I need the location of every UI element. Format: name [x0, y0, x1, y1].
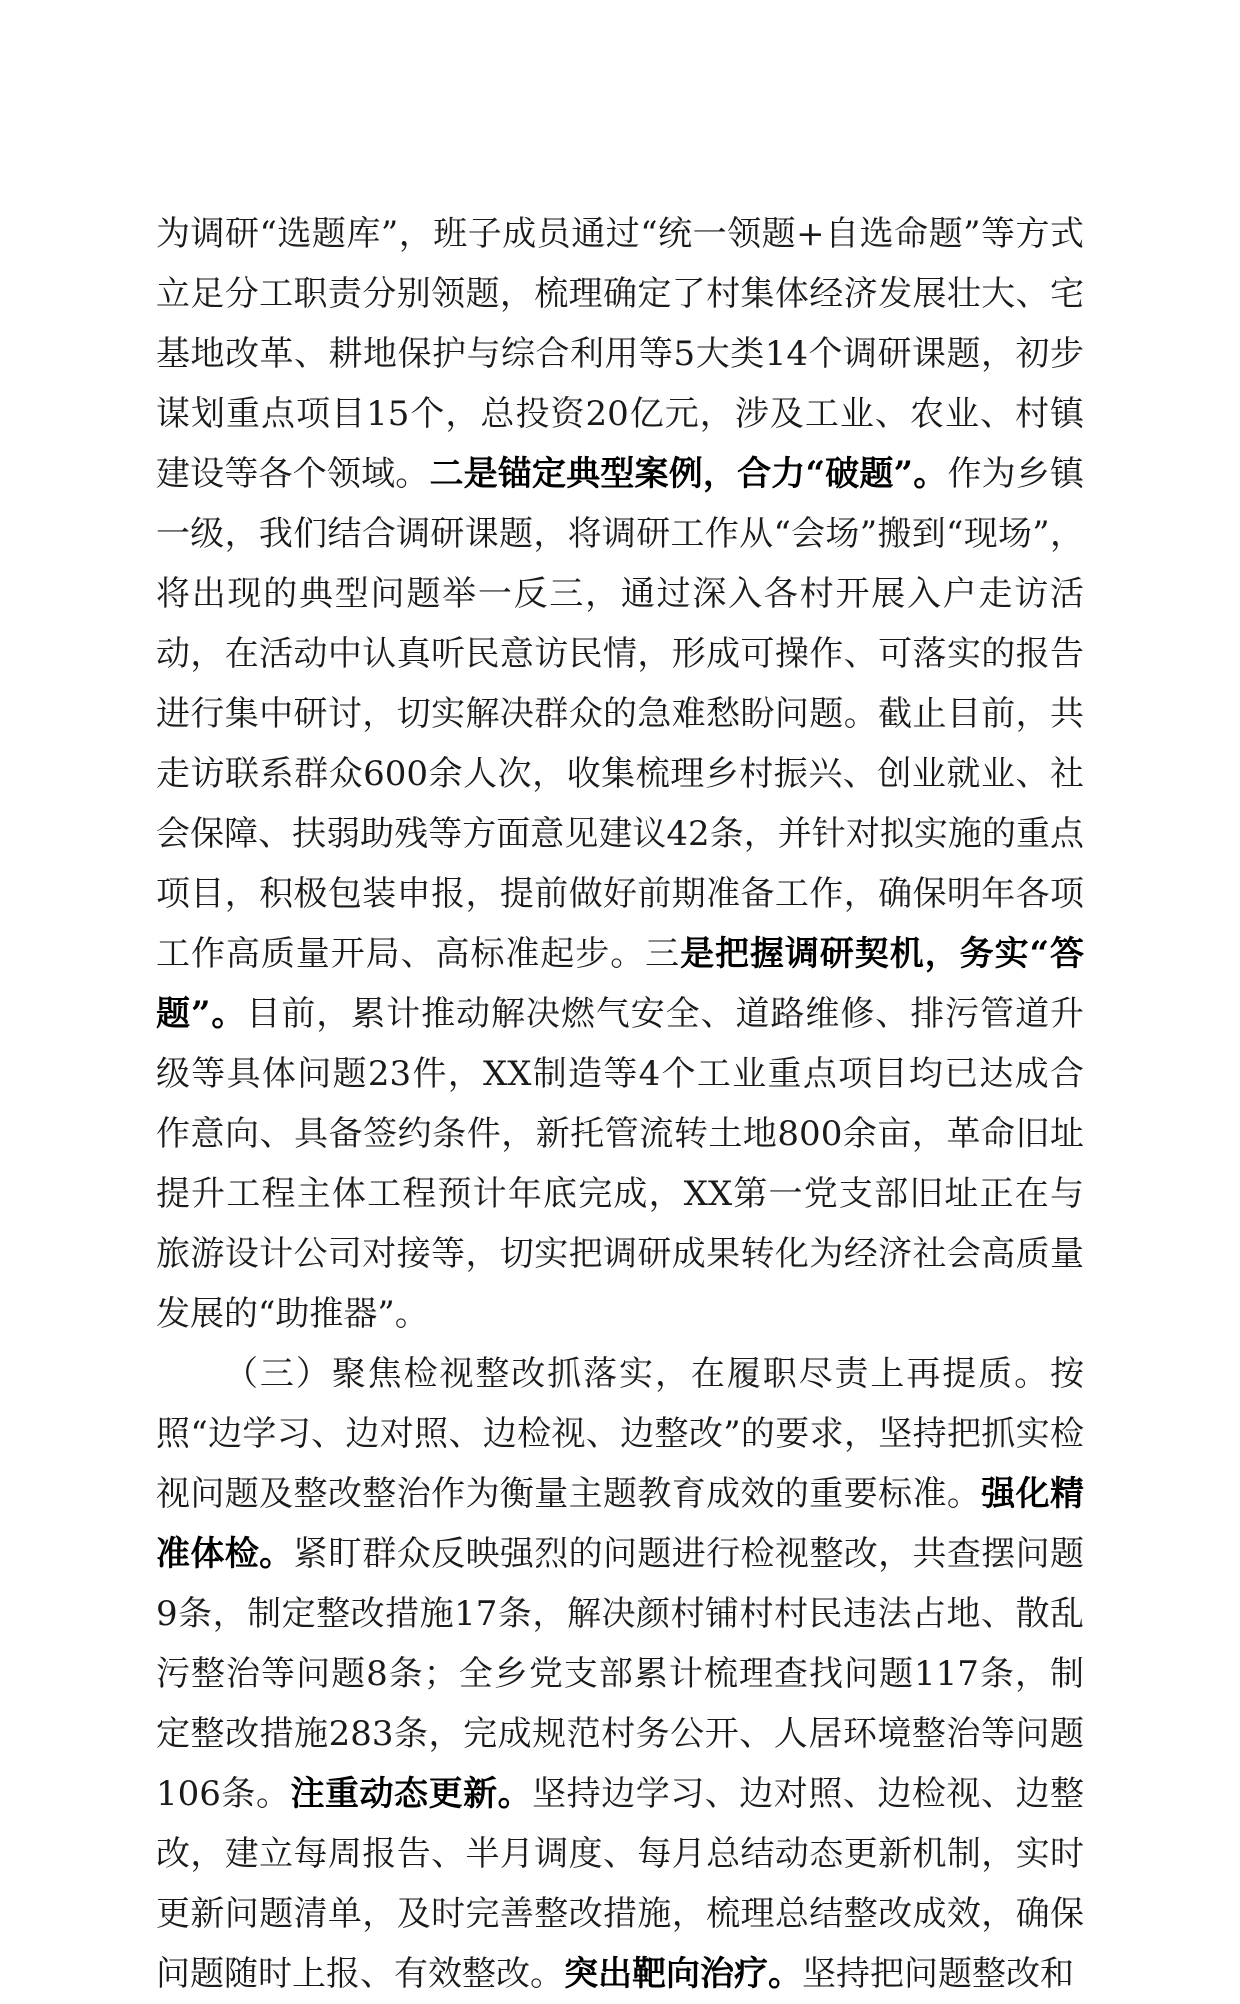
text-run: 坚持把问题整改和: [802, 1954, 1074, 1994]
text-run: 为调研“选题库”，班子成员通过“统一领题+自选命题”等方式立足分工职责分别领题，梳理确定了村集体经济发展壮大、宅基地改革、耕地保护与综合利用等5大类14个调研课题，初步谋划重点项目15个，总投资20亿元，涉及工业、农业、村镇建设等各个领域。: [156, 214, 1084, 494]
bold-heading-precise-checkup: 强化精准体检。: [156, 1474, 1085, 1574]
text-run: （三）聚焦检视整改抓落实，在履职尽责上再提质。按照“边学习、边对照、边检视、边整改”的要求，坚持把抓实检视问题及整改整治作为衡量主题教育成效的重要标准。: [156, 1354, 1084, 1514]
paragraph-inspection-rectification: [156, 1344, 1084, 2004]
bold-heading-research-opportunity: 是把握调研契机，务实“答题”。: [156, 934, 1085, 1034]
text-run: 作为乡镇一级，我们结合调研课题，将调研工作从“会场”搬到“现场”，将出现的典型问题举一反三，通过深入各村开展入户走访活动，在活动中认真听民意访民情，形成可操作、可落实的报告进行集中研讨，切实解决群众的急难愁盼问题。截止目前，共走访联系群众600余人次，收集梳理乡村振兴、创业就业、社会保障、扶弱助残等方面意见建议42条，并针对拟实施的重点项目，积极包装申报，提前做好前期准备工作，确保明年各项工作高质量开局、高标准起步。三: [156, 454, 1085, 974]
paragraph-research-work: [156, 204, 1084, 1344]
document-body: [156, 204, 1084, 2004]
bold-heading-targeted-treatment: 突出靶向治疗。: [564, 1954, 802, 1994]
text-run: 坚持边学习、边对照、边检视、边整改，建立每周报告、半月调度、每月总结动态更新机制，实时更新问题清单，及时完善整改措施，梳理总结整改成效，确保问题随时上报、有效整改。: [156, 1774, 1084, 1994]
bold-heading-typical-cases: 二是锚定典型案例，合力“破题”。: [429, 454, 948, 494]
text-run: 紧盯群众反映强烈的问题进行检视整改，共查摆问题9条，制定整改措施17条，解决颜村铺村村民违法占地、散乱污整治等问题8条；全乡党支部累计梳理查找问题117条，制定整改措施283条，完成规范村务公开、人居环境整治等问题106条。: [156, 1534, 1085, 1814]
bold-heading-dynamic-update: 注重动态更新。: [290, 1774, 533, 1814]
text-run: 目前，累计推动解决燃气安全、道路维修、排污管道升级等具体问题23件，XX制造等4个工业重点项目均已达成合作意向、具备签约条件，新托管流转土地800余亩，革命旧址提升工程主体工程预计年底完成，XX第一党支部旧址正在与旅游设计公司对接等，切实把调研成果转化为经济社会高质量发展的“助推器”。: [156, 994, 1085, 1334]
